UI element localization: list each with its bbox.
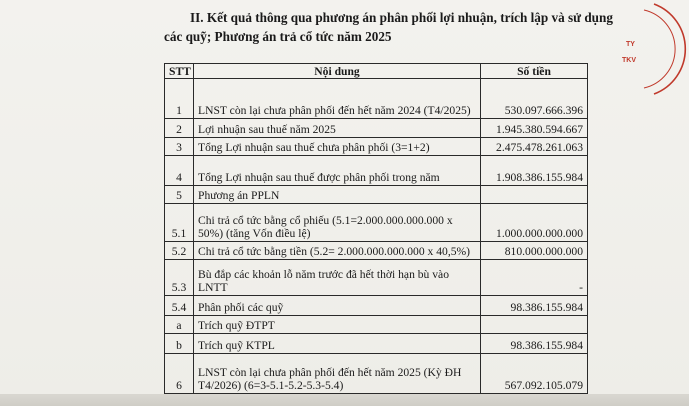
table-row bbox=[165, 138, 588, 156]
row-amount: 98.386.155.984 bbox=[481, 296, 588, 316]
table-row bbox=[165, 334, 588, 354]
row-stt: b bbox=[165, 334, 194, 354]
row-content: Chi trả cổ tức bằng tiền (5.2= 2.000.000.000.000 x 40,5%) bbox=[194, 242, 481, 260]
row-stt: 4 bbox=[165, 156, 194, 186]
row-stt: 5.3 bbox=[165, 260, 194, 296]
row-stt: 6 bbox=[165, 354, 194, 394]
profit-distribution-table bbox=[164, 63, 588, 394]
row-amount bbox=[481, 316, 588, 334]
title-line-1: II. Kết quả thông qua phương án phân phối lợi nhuận, trích lập và sử dụng bbox=[190, 10, 613, 25]
header-stt: STT bbox=[165, 64, 194, 79]
row-amount: 530.097.666.396 bbox=[481, 79, 588, 119]
row-amount: 98.386.155.984 bbox=[481, 334, 588, 354]
table-row bbox=[165, 156, 588, 186]
table-row bbox=[165, 204, 588, 242]
table-row bbox=[165, 242, 588, 260]
row-stt: 5.4 bbox=[165, 296, 194, 316]
row-content: LNST còn lại chưa phân phối đến hết năm 2025 (Kỳ ĐH T4/2026) (6=3-5.1-5.2-5.3-5.4) bbox=[194, 354, 481, 394]
table-row bbox=[165, 119, 588, 138]
title-line-2: các quỹ; Phương án trả cổ tức năm 2025 bbox=[164, 29, 392, 44]
row-stt: 2 bbox=[165, 119, 194, 138]
row-stt: 3 bbox=[165, 138, 194, 156]
row-stt: 1 bbox=[165, 79, 194, 119]
row-stt: a bbox=[165, 316, 194, 334]
row-stt: 5 bbox=[165, 186, 194, 204]
row-amount bbox=[481, 186, 588, 204]
section-title bbox=[164, 8, 614, 46]
row-amount: - bbox=[481, 260, 588, 296]
row-amount: 567.092.105.079 bbox=[481, 354, 588, 394]
row-amount: 1.945.380.594.667 bbox=[481, 119, 588, 138]
row-amount: 810.000.000.000 bbox=[481, 242, 588, 260]
table-row bbox=[165, 296, 588, 316]
stamp-text-top: TY bbox=[626, 41, 635, 48]
header-content: Nội dung bbox=[194, 64, 481, 79]
header-amount: Số tiền bbox=[481, 64, 588, 79]
row-content: LNST còn lại chưa phân phối đến hết năm 2024 (T4/2025) bbox=[194, 79, 481, 119]
row-content: Trích quỹ ĐTPT bbox=[194, 316, 481, 334]
page-bottom-edge bbox=[0, 394, 689, 406]
row-content: Chi trả cổ tức bằng cổ phiếu (5.1=2.000.000.000.000 x 50%) (tăng Vốn điều lệ) bbox=[194, 204, 481, 242]
red-stamp bbox=[614, 4, 658, 94]
row-content: Tổng Lợi nhuận sau thuế được phân phối trong năm bbox=[194, 156, 481, 186]
table-header-row bbox=[165, 64, 588, 79]
table-row bbox=[165, 354, 588, 394]
row-content: Trích quỹ KTPL bbox=[194, 334, 481, 354]
row-content: Phân phối các quỹ bbox=[194, 296, 481, 316]
row-amount: 1.908.386.155.984 bbox=[481, 156, 588, 186]
table-row bbox=[165, 186, 588, 204]
table-row bbox=[165, 316, 588, 334]
row-content: Tổng Lợi nhuận sau thuế chưa phân phối (3=1+2) bbox=[194, 138, 481, 156]
row-stt: 5.1 bbox=[165, 204, 194, 242]
stamp-text-bottom: TKV bbox=[622, 57, 636, 64]
row-amount: 1.000.000.000.000 bbox=[481, 204, 588, 242]
row-stt: 5.2 bbox=[165, 242, 194, 260]
row-content: Phương án PPLN bbox=[194, 186, 481, 204]
row-content: Lợi nhuận sau thuế năm 2025 bbox=[194, 119, 481, 138]
row-content: Bù đắp các khoản lỗ năm trước đã hết thời hạn bù vào LNTT bbox=[194, 260, 481, 296]
table-row bbox=[165, 260, 588, 296]
table-row bbox=[165, 79, 588, 119]
row-amount: 2.475.478.261.063 bbox=[481, 138, 588, 156]
